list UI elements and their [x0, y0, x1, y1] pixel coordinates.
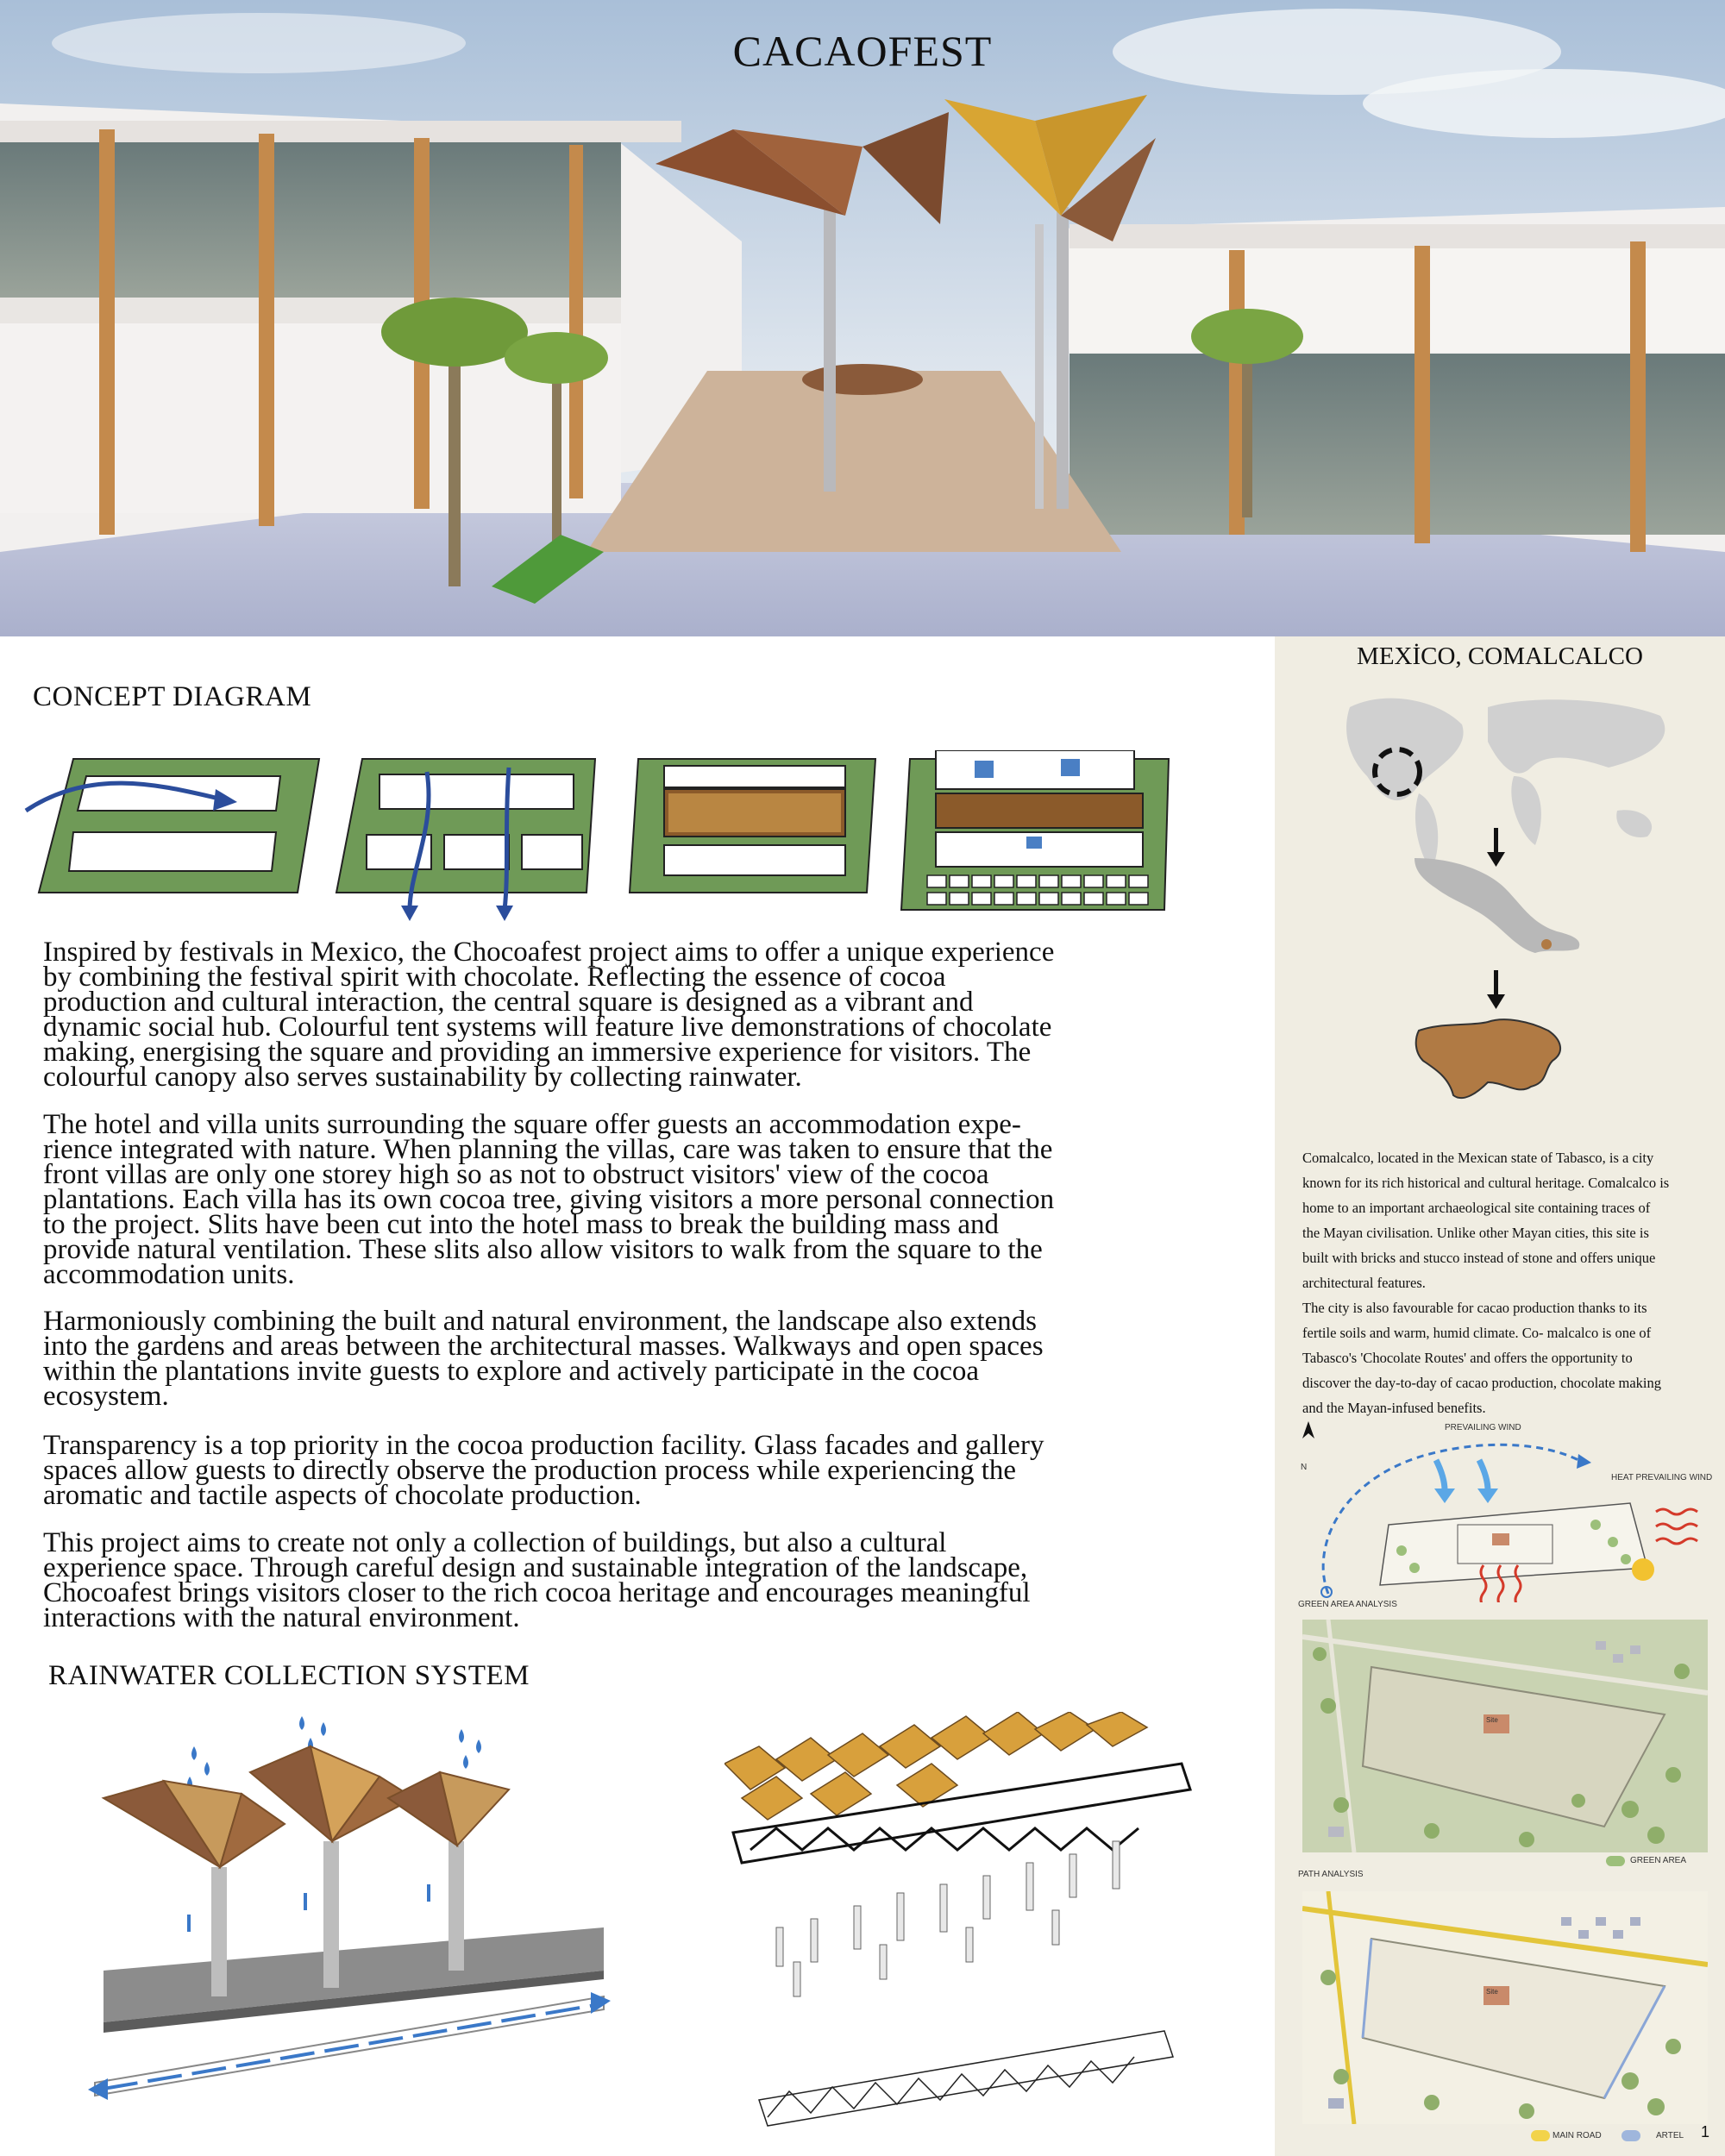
- mexico-map: [1414, 858, 1579, 953]
- green-area-heading: GREEN AREA ANALYSIS: [1298, 1600, 1397, 1609]
- concept-paragraph-4: Transparency is a top priority in the cocoa production facility. Glass facades and gallery spaces allow guests to directly observe the production process while experiencing the aromatic and tactile aspects of chocolate production.: [43, 1430, 1044, 1511]
- heat-wind-label: HEAT PREVAILING WIND: [1611, 1473, 1713, 1482]
- path-site-label: Site: [1486, 1988, 1498, 1996]
- world-map: [1346, 699, 1665, 871]
- main-road-legend-swatch: [1531, 2130, 1550, 2141]
- rainwater-canopy-diagram: [69, 1712, 621, 2143]
- artel-legend: ARTEL: [1656, 2131, 1684, 2140]
- green-area-map: [1302, 1620, 1708, 1852]
- page-number: 1: [1701, 2123, 1710, 2140]
- concept-paragraph-2: The hotel and villa units surrounding the square offer guests an accommodation expe- rience integrated with nature. When planning the villas, care was taken to ensure that the front villas are only one storey high so as not to obstruct visitors' view of the cocoa plantations. Each villa has its own cocoa tree, giving visitors a more personal connection to the project. Slits have been cut into the hotel mass to break the building mass and provide natural ventilation. These slits also allow visitors to walk from the square to the accommodation units.: [43, 1109, 1055, 1290]
- green-area-legend-swatch: [1606, 1856, 1625, 1866]
- concept-diagram-illustration: [22, 750, 1195, 923]
- concept-paragraph-3: Harmoniously combining the built and natural environment, the landscape also extends into the gardens and areas between the architectural masses. Walkways and open spaces within the plantations invite guests to explore and actively participate in the cocoa ecosystem.: [43, 1306, 1044, 1412]
- hero-render-image: [0, 0, 1725, 636]
- green-area-legend: GREEN AREA: [1630, 1856, 1687, 1865]
- concept-diagram-heading: CONCEPT DIAGRAM: [33, 681, 312, 712]
- location-heading: MEXİCO, COMALCALCO: [1357, 642, 1643, 670]
- main-road-legend: MAIN ROAD: [1552, 2131, 1602, 2140]
- location-maps: [1333, 690, 1695, 1121]
- concept-paragraph-1: Inspired by festivals in Mexico, the Chocoafest project aims to offer a unique experience by combining the festival spirit with chocolate. Reflecting the essence of cocoa production and cultural interaction, the central square is designed as a vibrant and dynamic social hub. Colourful tent systems will feature live demonstrations of chocolate making, energising the square and providing an immersive experience for visitors. The colourful canopy also serves sustainability by collecting rainwater.: [43, 937, 1055, 1093]
- wind-analysis-diagram: [1285, 1421, 1721, 1602]
- green-area-site-label: Site: [1486, 1716, 1498, 1724]
- artel-legend-swatch: [1622, 2130, 1640, 2141]
- concept-step-1: [26, 759, 319, 893]
- rainwater-exploded-axonometric: [724, 1712, 1208, 2143]
- prevailing-wind-label: PREVAILING WIND: [1445, 1423, 1521, 1432]
- concept-paragraph-5: This project aims to create not only a collection of buildings, but also a cultural experience space. Through careful design and sustainable integration of the landscape, Chocoafest brings visitors closer to the rich cocoa heritage and encourages meaningful interactions with the natural environment.: [43, 1527, 1031, 1633]
- location-description: Comalcalco, located in the Mexican state of Tabasco, is a city known for its rich historical and cultural heritage. Comalcalco is home to an important archaeological site containing traces of the Mayan civilisation. Unlike other Mayan cities, this site is built with bricks and stucco instead of stone and offers unique architectural features. The city is also favourable for cacao production thanks to its fertile soils and warm, humid climate. Co- malcalco is one of Tabasco's 'Chocolate Routes' and offers the opportunity to discover the day-to-day of cacao production, chocolate making and the Mayan-infused benefits.: [1302, 1150, 1670, 1416]
- path-analysis-map: [1302, 1891, 1708, 2124]
- rainwater-heading: RAINWATER COLLECTION SYSTEM: [48, 1660, 530, 1691]
- page-title: CACAOFEST: [732, 27, 993, 75]
- path-analysis-heading: PATH ANALYSIS: [1298, 1870, 1364, 1879]
- tabasco-map: [1416, 1019, 1560, 1098]
- north-label: N: [1301, 1463, 1308, 1472]
